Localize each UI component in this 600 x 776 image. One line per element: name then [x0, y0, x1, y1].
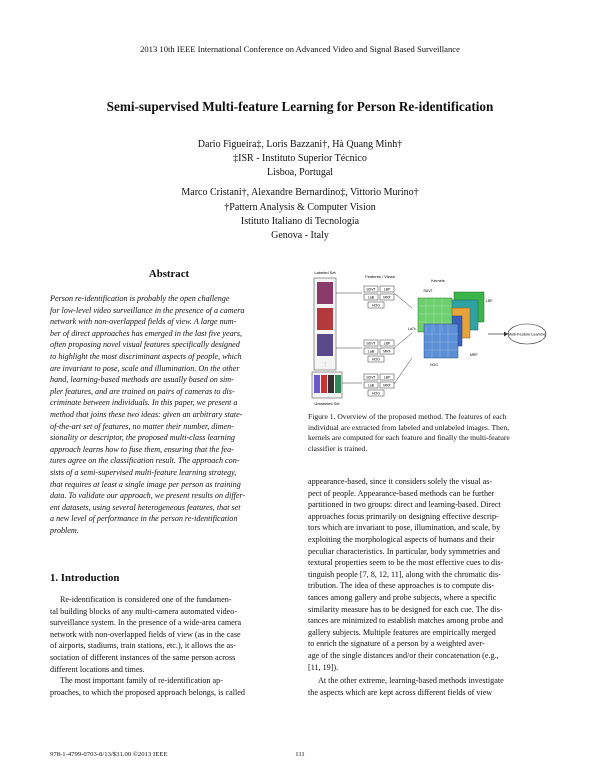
- affiliation-1-line-2: Lisboa, Portugal: [266, 167, 334, 178]
- body-line: the aspects which are kept across different fields of view: [308, 687, 493, 697]
- introduction-body: [50, 594, 288, 698]
- body-line: tinguish people [7, 8, 12, 11], along with the chromatic dis-: [308, 569, 501, 579]
- body-line: tribution. The idea of these approaches is to compute dis-: [308, 581, 495, 591]
- intro-line: of airports, stadiums, train stations, etc.), it allows the as-: [50, 641, 236, 651]
- svg-text:MRF: MRF: [383, 383, 391, 388]
- body-line: age of the single distances and/or their concatenation (e.g.,: [308, 650, 499, 660]
- svg-text:HOG: HOG: [372, 357, 380, 362]
- unlabeled-set-label: Unlabeled Set: [314, 401, 340, 406]
- caption-line: individual are extracted from labeled and unlabeled images. Then,: [308, 422, 510, 432]
- abstract-line: pler features, and are trained on pairs of cameras to dis-: [50, 386, 235, 396]
- abstract-heading: Abstract: [148, 268, 190, 280]
- body-line: tors which are invariant to pose, illumination, and scale, by: [308, 523, 501, 533]
- person-image: [317, 282, 333, 304]
- intro-line: tal building blocks of any multi-camera automated video-: [50, 606, 238, 616]
- svg-text:LBP: LBP: [383, 341, 391, 346]
- abstract-line: ber of direct approaches has emerged in the last five years,: [50, 328, 243, 338]
- svg-text:SDVT: SDVT: [366, 341, 376, 346]
- author-line-1: Dario Figueira‡, Loris Bazzani†, Hà Quang Minh†: [197, 139, 403, 150]
- paper-title: Semi-supervised Multi-feature Learning for Person Re-identification: [106, 99, 494, 114]
- figure-1-caption: [308, 412, 550, 454]
- abstract-line: sionality or descriptor, the proposed multi-class learning: [50, 433, 235, 443]
- page-number: 111: [295, 751, 305, 758]
- body-line: similarity measure has to be designed for each cue. The dis-: [308, 604, 503, 614]
- feature-group: [364, 286, 394, 308]
- intro-line: network with non-overlapped fields of view (as in the case: [50, 629, 241, 639]
- body-line: tances are minimized to establish matches among probe and: [308, 616, 503, 626]
- intro-line: proaches, to which the proposed approach belongs, is called: [50, 687, 245, 697]
- person-image: [335, 375, 341, 393]
- svg-text:MRF: MRF: [383, 295, 391, 300]
- svg-text:SDVT: SDVT: [366, 375, 376, 380]
- body-line: partitioned in two groups: direct and learning-based. Direct: [308, 500, 501, 510]
- body-line: peculiar characteristics. In particular, body symmetries and: [308, 546, 500, 556]
- kernel-stack: [408, 289, 493, 367]
- copyright-notice: 978-1-4799-0703-8/13/$31.00 ©2013 IEEE: [50, 751, 168, 758]
- introduction-heading: 1. Introduction: [50, 572, 120, 584]
- kernels-label: Kernels: [431, 278, 445, 283]
- affiliation-2-line-1: †Pattern Analysis & Computer Vision: [224, 202, 376, 213]
- svg-text:HOG: HOG: [372, 391, 380, 396]
- caption-line: classifier is trained.: [308, 443, 368, 453]
- intro-line: The most important family of re-identification ap-: [60, 676, 223, 686]
- svg-text:LBP: LBP: [383, 375, 391, 380]
- abstract-line: that requires at least a single image per person as training: [50, 479, 241, 489]
- abstract-line: often proposing novel visual features specifically designed: [50, 340, 240, 350]
- abstract-line: approach learns how to fuse them, ensuring that the fea-: [50, 444, 234, 454]
- intro-line: Re-identification is considered one of the fundamen-: [60, 595, 232, 604]
- affiliation-2-line-2: Istituto Italiano di Tecnologia: [240, 216, 360, 227]
- abstract-line: criminate between individuals. In this paper, we present a: [50, 398, 238, 408]
- abstract-line: ent datasets, using several heterogeneous features, that set: [50, 502, 241, 512]
- affiliation-2-line-3: Genova - Italy: [271, 230, 329, 241]
- svg-text:LaB: LaB: [367, 295, 375, 300]
- abstract-line: to highlight the most discriminant aspects of people, which: [50, 351, 242, 361]
- figure-1-diagram: [308, 268, 550, 410]
- feature-group: [364, 374, 394, 396]
- abstract-line: of-the-art set of features, no matter their number, dimen-: [50, 421, 234, 431]
- person-image: [321, 375, 327, 393]
- body-line: textural properties seem to be the most effective cues to dis-: [308, 558, 504, 568]
- body-line: At the other extreme, learning-based methods investigate: [318, 676, 504, 686]
- svg-text:LBP: LBP: [486, 299, 493, 303]
- svg-text:MRF: MRF: [383, 349, 391, 354]
- svg-text:LaB: LaB: [367, 349, 375, 354]
- svg-text:SDVT: SDVT: [423, 289, 433, 293]
- svg-text:LaTx: LaTx: [408, 327, 416, 331]
- body-line: gallery subjects. Multiple features are empirically merged: [308, 627, 496, 637]
- right-column-body: [308, 476, 550, 698]
- body-line: pect of people. Appearance-based methods can be further: [308, 488, 495, 498]
- affiliation-1-line-1: ‡ISR - Instituto Superior Técnico: [233, 153, 367, 164]
- intro-line: surveillance system. In the presence of a wide-area camera: [50, 618, 242, 628]
- svg-text:⋮: ⋮: [323, 361, 327, 366]
- body-line: [11, 19]).: [308, 662, 339, 672]
- person-image: [328, 375, 334, 393]
- svg-text:HOG: HOG: [372, 303, 380, 308]
- body-line: exploiting the morphological aspects of humans and their: [308, 534, 495, 544]
- person-image: [317, 308, 333, 330]
- person-image: [314, 375, 320, 393]
- body-line: to enrich the signature of a person by a weighted aver-: [308, 639, 485, 649]
- author-line-2: Marco Cristani†, Alexandre Bernardino‡, Vittorio Murino†: [181, 187, 419, 198]
- caption-line: Figure 1. Overview of the proposed method. The features of each: [308, 412, 507, 421]
- body-line: approaches focus primarily on designing effective descrip-: [308, 511, 499, 521]
- caption-line: kernels are computed for each feature and finally the multi-feature: [308, 433, 510, 443]
- labeled-set-label: Labeled Set: [314, 270, 336, 275]
- intro-line: different locations and times.: [50, 664, 145, 674]
- body-line: tances among gallery and probe subjects, where a specific: [308, 592, 497, 602]
- abstract-line: are invariant to pose, scale and illumination. On the other: [50, 363, 240, 373]
- conference-header: 2013 10th IEEE International Conference on Advanced Video and Signal Based Surveillance: [140, 44, 460, 54]
- abstract-line: network with non-overlapped fields of view. A large num-: [50, 317, 237, 327]
- abstract-line: sists of a semi-supervised multi-feature learning strategy,: [50, 467, 237, 477]
- abstract-line: for low-level video surveillance in the presence of a camera: [50, 305, 245, 315]
- features-label: Features / Views: [365, 274, 395, 279]
- abstract-line: method that joins these two ideas: given an arbitrary state-: [50, 409, 243, 419]
- feature-group: [364, 340, 394, 362]
- abstract-line: hand, learning-based methods are usually based on sim-: [50, 375, 234, 385]
- abstract-line: Person re-identification is probably the open challenge: [50, 294, 230, 303]
- svg-text:MRF: MRF: [470, 353, 478, 357]
- abstract-body: [50, 293, 288, 536]
- abstract-line: a new level of performance in the person re-identification: [50, 514, 238, 524]
- abstract-line: data. To validate our approach, we present results on differ-: [50, 491, 246, 501]
- svg-text:HOG: HOG: [430, 363, 438, 367]
- svg-text:LBP: LBP: [383, 287, 391, 292]
- abstract-line: problem.: [50, 525, 79, 535]
- svg-text:SDVT: SDVT: [366, 287, 376, 292]
- body-line: appearance-based, since it considers solely the visual as-: [308, 477, 493, 486]
- multi-feature-learning-label: Multi-Feature Learning: [507, 332, 547, 337]
- abstract-line: tures agree on the classification result. The approach con-: [50, 456, 240, 466]
- person-image: [317, 334, 333, 356]
- intro-line: sociation of different instances of the same person across: [50, 652, 236, 662]
- svg-text:LaB: LaB: [367, 383, 375, 388]
